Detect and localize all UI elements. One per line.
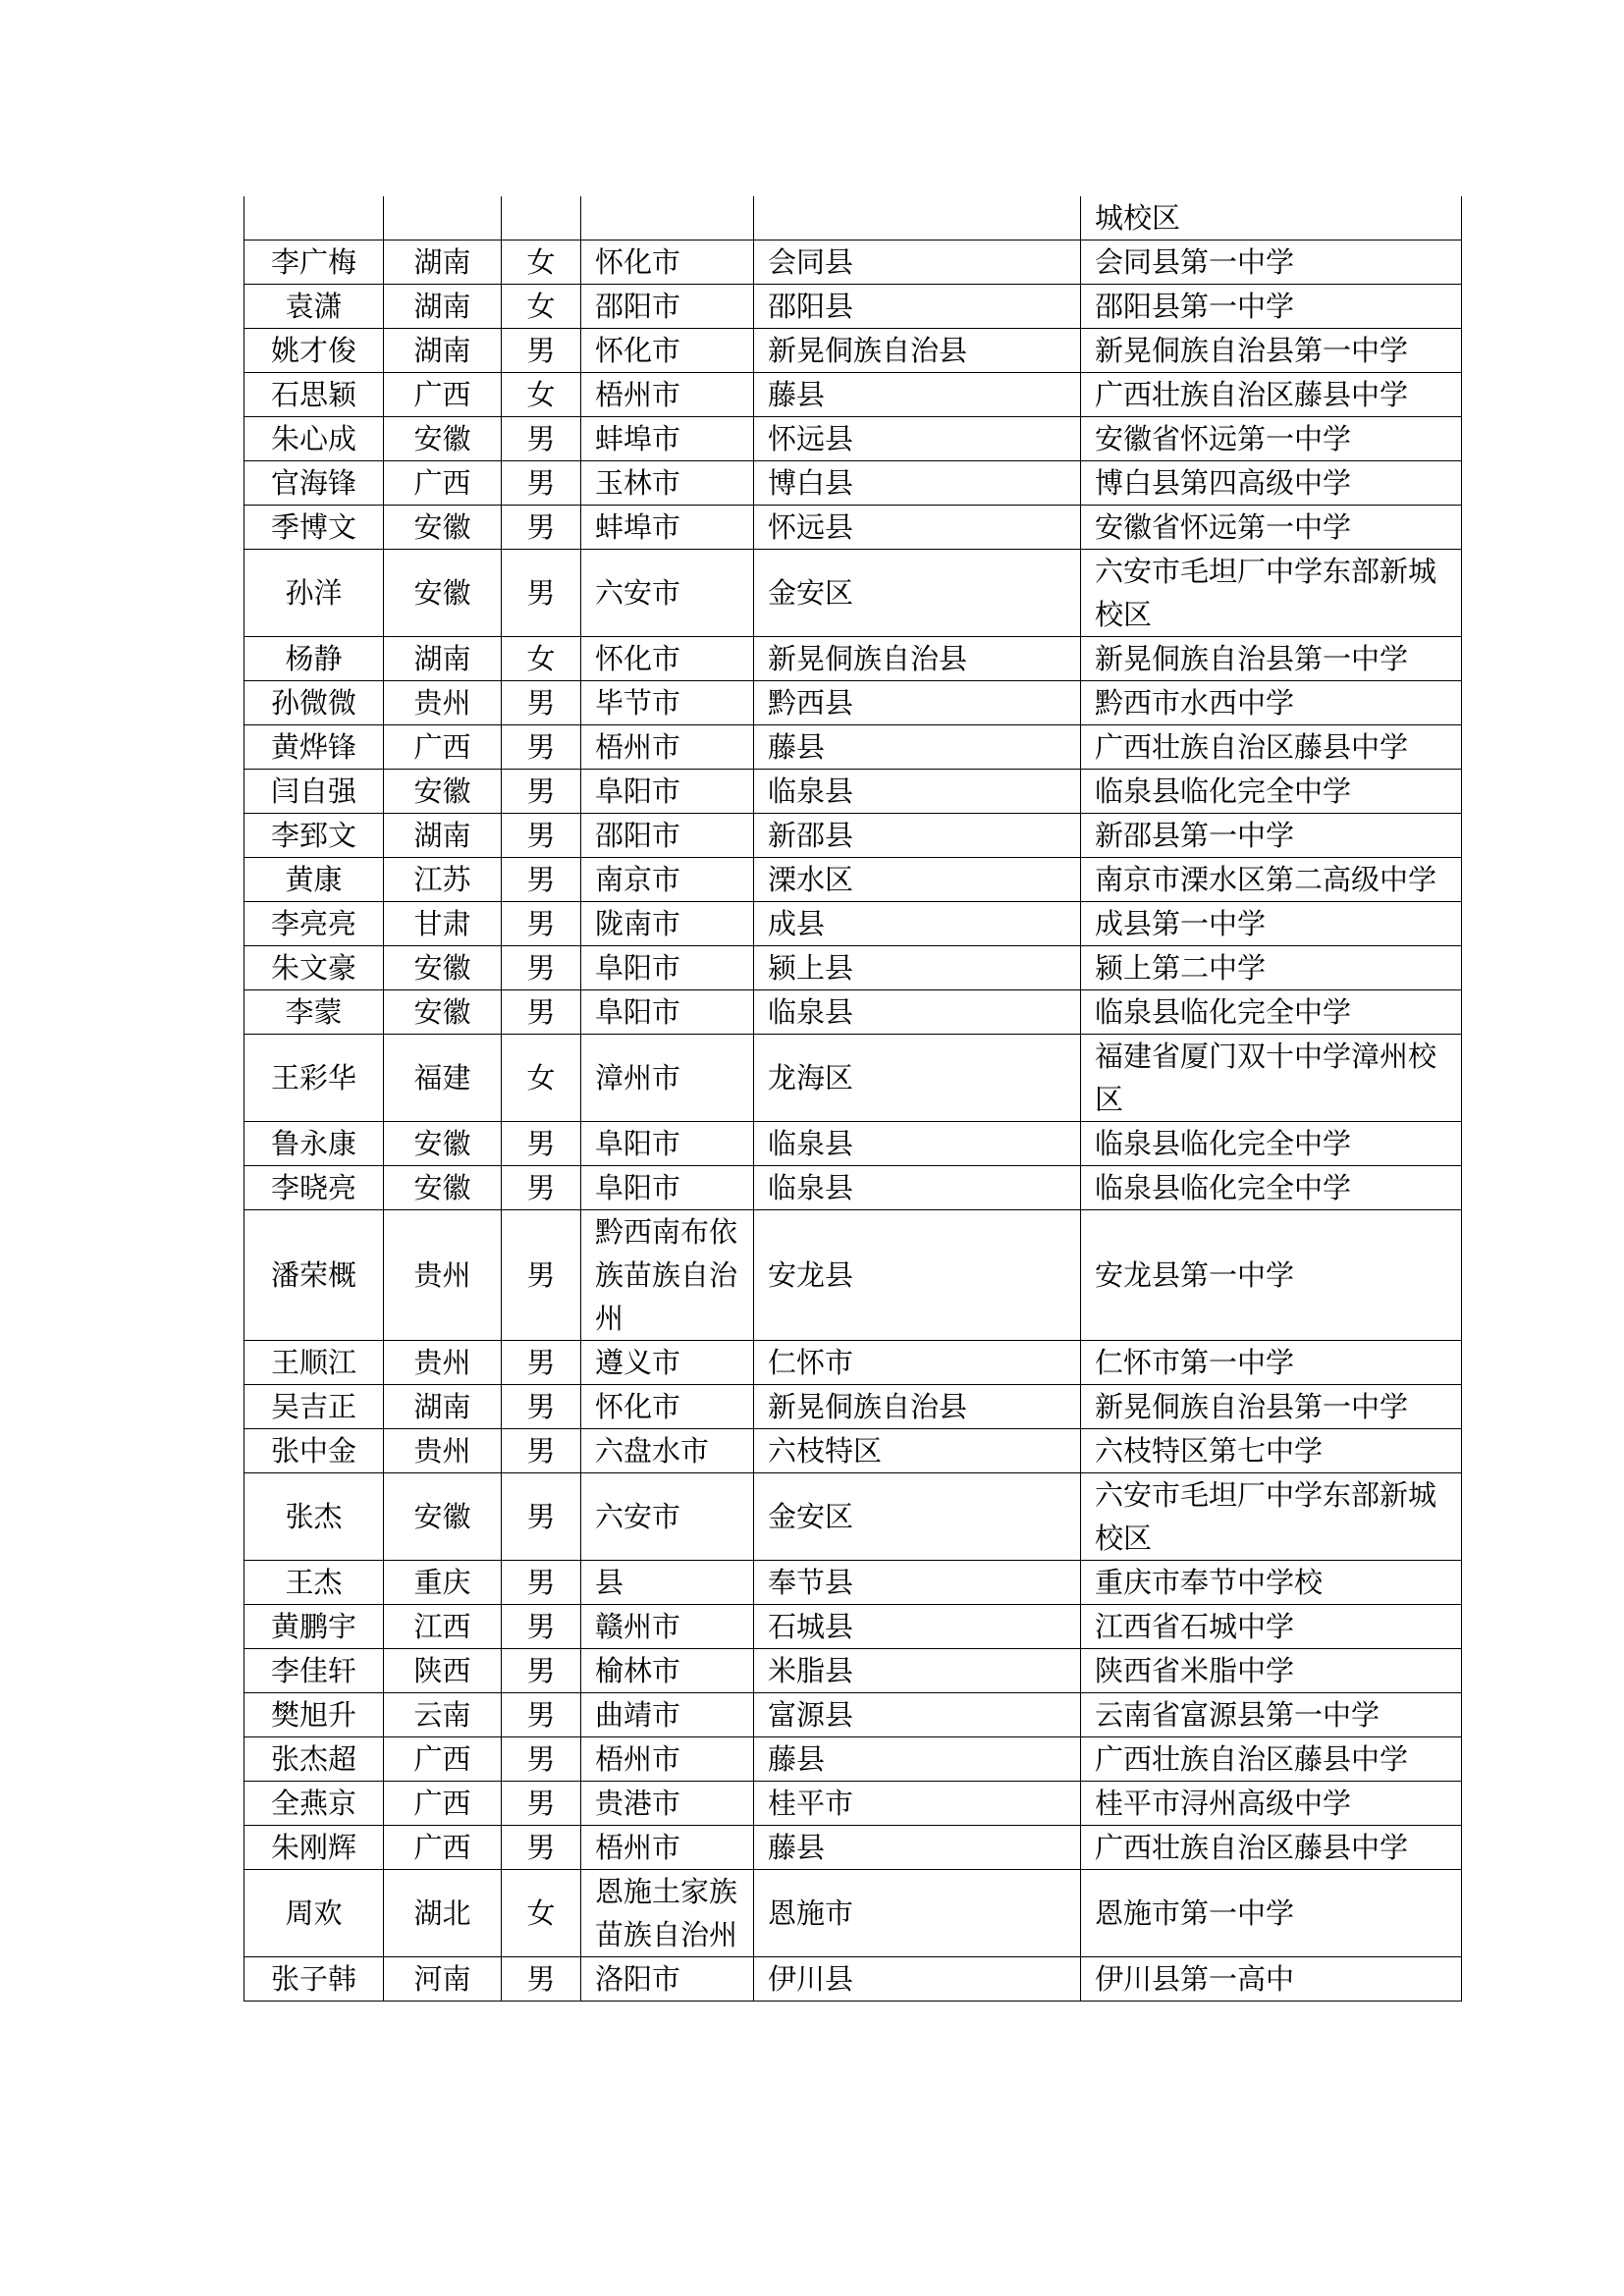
city-cell: 六安市 [581,550,754,637]
student-name-cell: 李蒙 [244,990,384,1035]
province-cell: 安徽 [384,506,502,550]
county-cell: 新晃侗族自治县 [754,1385,1081,1429]
student-roster-table [244,196,1462,2002]
table-row [244,240,1462,285]
gender-cell: 男 [502,461,581,506]
county-cell: 临泉县 [754,770,1081,814]
city-cell: 贵港市 [581,1782,754,1826]
student-name-cell: 潘荣概 [244,1210,384,1341]
province-cell: 广西 [384,1737,502,1782]
gender-cell: 男 [502,550,581,637]
gender-cell: 男 [502,770,581,814]
gender-cell: 男 [502,329,581,373]
province-cell: 重庆 [384,1561,502,1605]
table-row [244,550,1462,637]
city-cell: 南京市 [581,858,754,902]
province-cell: 贵州 [384,1210,502,1341]
school-cell: 广西壮族自治区藤县中学 [1081,1826,1462,1870]
city-cell: 县 [581,1561,754,1605]
county-cell: 藤县 [754,725,1081,770]
table-row [244,1737,1462,1782]
student-name-cell: 李广梅 [244,240,384,285]
school-cell: 陕西省米脂中学 [1081,1649,1462,1693]
city-cell: 梧州市 [581,373,754,417]
school-cell: 广西壮族自治区藤县中学 [1081,725,1462,770]
school-cell: 福建省厦门双十中学漳州校区 [1081,1035,1462,1122]
gender-cell: 男 [502,1561,581,1605]
student-name-cell: 朱刚辉 [244,1826,384,1870]
province-cell: 云南 [384,1693,502,1737]
province-cell: 河南 [384,1957,502,2002]
county-cell: 金安区 [754,1473,1081,1561]
province-cell: 贵州 [384,681,502,725]
county-cell: 颍上县 [754,946,1081,990]
student-name-cell: 石思颖 [244,373,384,417]
province-cell: 贵州 [384,1429,502,1473]
student-name-cell: 李佳轩 [244,1649,384,1693]
gender-cell: 男 [502,1605,581,1649]
gender-cell: 女 [502,240,581,285]
gender-cell: 男 [502,1782,581,1826]
city-cell: 怀化市 [581,1385,754,1429]
student-name-cell: 袁潇 [244,285,384,329]
county-cell: 富源县 [754,1693,1081,1737]
school-cell: 颍上第二中学 [1081,946,1462,990]
gender-cell: 男 [502,1385,581,1429]
city-cell: 怀化市 [581,329,754,373]
school-cell: 伊川县第一高中 [1081,1957,1462,2002]
gender-cell: 男 [502,1122,581,1166]
gender-cell: 男 [502,417,581,461]
student-name-cell: 王彩华 [244,1035,384,1122]
table-row [244,196,1462,240]
table-row [244,946,1462,990]
city-cell: 梧州市 [581,1737,754,1782]
gender-cell: 男 [502,902,581,946]
city-cell: 陇南市 [581,902,754,946]
student-name-cell: 孙微微 [244,681,384,725]
county-cell: 米脂县 [754,1649,1081,1693]
province-cell: 江苏 [384,858,502,902]
city-cell: 阜阳市 [581,1122,754,1166]
student-name-cell: 周欢 [244,1870,384,1957]
table-row [244,1429,1462,1473]
student-name-cell: 朱心成 [244,417,384,461]
table-row [244,1035,1462,1122]
school-cell: 重庆市奉节中学校 [1081,1561,1462,1605]
table-row [244,1605,1462,1649]
student-name-cell: 李亮亮 [244,902,384,946]
school-cell: 安龙县第一中学 [1081,1210,1462,1341]
city-cell: 阜阳市 [581,946,754,990]
school-cell: 博白县第四高级中学 [1081,461,1462,506]
province-cell: 湖南 [384,285,502,329]
school-cell: 临泉县临化完全中学 [1081,770,1462,814]
city-cell: 怀化市 [581,240,754,285]
county-cell: 新晃侗族自治县 [754,329,1081,373]
table-row [244,1166,1462,1210]
county-cell: 邵阳县 [754,285,1081,329]
table-row [244,1473,1462,1561]
student-name-cell: 闫自强 [244,770,384,814]
table-row [244,637,1462,681]
school-cell: 广西壮族自治区藤县中学 [1081,1737,1462,1782]
county-cell [754,196,1081,240]
city-cell: 黔西南布依族苗族自治州 [581,1210,754,1341]
school-cell: 六安市毛坦厂中学东部新城校区 [1081,550,1462,637]
student-name-cell: 鲁永康 [244,1122,384,1166]
county-cell: 伊川县 [754,1957,1081,2002]
student-name-cell: 张杰 [244,1473,384,1561]
gender-cell: 女 [502,285,581,329]
student-name-cell: 张杰超 [244,1737,384,1782]
table-row [244,1122,1462,1166]
county-cell: 新晃侗族自治县 [754,637,1081,681]
city-cell: 阜阳市 [581,990,754,1035]
student-name-cell: 吴吉正 [244,1385,384,1429]
county-cell: 溧水区 [754,858,1081,902]
table-row [244,461,1462,506]
county-cell: 仁怀市 [754,1341,1081,1385]
county-cell: 藤县 [754,373,1081,417]
gender-cell: 男 [502,1210,581,1341]
school-cell: 江西省石城中学 [1081,1605,1462,1649]
roster-body [244,196,1462,2002]
gender-cell: 男 [502,946,581,990]
gender-cell: 男 [502,814,581,858]
table-row [244,373,1462,417]
student-name-cell: 张中金 [244,1429,384,1473]
student-name-cell: 李郅文 [244,814,384,858]
table-row [244,285,1462,329]
province-cell: 安徽 [384,770,502,814]
province-cell: 甘肃 [384,902,502,946]
table-row [244,814,1462,858]
gender-cell: 男 [502,858,581,902]
school-cell: 城校区 [1081,196,1462,240]
student-name-cell: 孙洋 [244,550,384,637]
gender-cell [502,196,581,240]
student-name-cell: 杨静 [244,637,384,681]
gender-cell: 男 [502,1429,581,1473]
school-cell: 新邵县第一中学 [1081,814,1462,858]
city-cell: 榆林市 [581,1649,754,1693]
gender-cell: 男 [502,1957,581,2002]
student-name-cell: 全燕京 [244,1782,384,1826]
province-cell: 广西 [384,725,502,770]
table-row [244,1693,1462,1737]
school-cell: 新晃侗族自治县第一中学 [1081,1385,1462,1429]
city-cell: 蚌埠市 [581,417,754,461]
county-cell: 龙海区 [754,1035,1081,1122]
county-cell: 藤县 [754,1737,1081,1782]
table-row [244,1782,1462,1826]
city-cell: 蚌埠市 [581,506,754,550]
city-cell: 六安市 [581,1473,754,1561]
county-cell: 恩施市 [754,1870,1081,1957]
county-cell: 怀远县 [754,506,1081,550]
table-row [244,1870,1462,1957]
county-cell: 桂平市 [754,1782,1081,1826]
province-cell: 湖北 [384,1870,502,1957]
county-cell: 临泉县 [754,990,1081,1035]
city-cell: 阜阳市 [581,770,754,814]
province-cell: 贵州 [384,1341,502,1385]
student-name-cell: 张子韩 [244,1957,384,2002]
gender-cell: 男 [502,1649,581,1693]
school-cell: 恩施市第一中学 [1081,1870,1462,1957]
city-cell: 邵阳市 [581,285,754,329]
school-cell: 安徽省怀远第一中学 [1081,417,1462,461]
table-row [244,1561,1462,1605]
city-cell: 赣州市 [581,1605,754,1649]
city-cell: 漳州市 [581,1035,754,1122]
gender-cell: 男 [502,990,581,1035]
city-cell: 梧州市 [581,725,754,770]
student-name-cell: 黄鹏宇 [244,1605,384,1649]
school-cell: 南京市溧水区第二高级中学 [1081,858,1462,902]
province-cell: 安徽 [384,1166,502,1210]
gender-cell: 男 [502,1693,581,1737]
student-name-cell [244,196,384,240]
city-cell: 怀化市 [581,637,754,681]
school-cell: 安徽省怀远第一中学 [1081,506,1462,550]
city-cell: 毕节市 [581,681,754,725]
city-cell: 曲靖市 [581,1693,754,1737]
county-cell: 博白县 [754,461,1081,506]
city-cell: 恩施土家族苗族自治州 [581,1870,754,1957]
province-cell: 福建 [384,1035,502,1122]
student-name-cell: 王顺江 [244,1341,384,1385]
county-cell: 怀远县 [754,417,1081,461]
gender-cell: 男 [502,725,581,770]
county-cell: 成县 [754,902,1081,946]
table-row [244,1649,1462,1693]
county-cell: 新邵县 [754,814,1081,858]
county-cell: 会同县 [754,240,1081,285]
province-cell [384,196,502,240]
table-row [244,725,1462,770]
province-cell: 湖南 [384,329,502,373]
school-cell: 黔西市水西中学 [1081,681,1462,725]
table-row [244,1210,1462,1341]
gender-cell: 男 [502,506,581,550]
gender-cell: 男 [502,1737,581,1782]
gender-cell: 男 [502,1826,581,1870]
province-cell: 安徽 [384,417,502,461]
province-cell: 陕西 [384,1649,502,1693]
city-cell: 遵义市 [581,1341,754,1385]
gender-cell: 女 [502,1035,581,1122]
city-cell: 邵阳市 [581,814,754,858]
city-cell [581,196,754,240]
school-cell: 成县第一中学 [1081,902,1462,946]
student-name-cell: 朱文豪 [244,946,384,990]
city-cell: 阜阳市 [581,1166,754,1210]
gender-cell: 男 [502,1473,581,1561]
city-cell: 六盘水市 [581,1429,754,1473]
school-cell: 临泉县临化完全中学 [1081,1122,1462,1166]
county-cell: 临泉县 [754,1122,1081,1166]
school-cell: 邵阳县第一中学 [1081,285,1462,329]
table-row [244,1826,1462,1870]
table-row [244,990,1462,1035]
province-cell: 广西 [384,1826,502,1870]
table-row [244,1341,1462,1385]
school-cell: 六安市毛坦厂中学东部新城校区 [1081,1473,1462,1561]
school-cell: 新晃侗族自治县第一中学 [1081,329,1462,373]
student-name-cell: 王杰 [244,1561,384,1605]
city-cell: 玉林市 [581,461,754,506]
school-cell: 临泉县临化完全中学 [1081,1166,1462,1210]
province-cell: 安徽 [384,1473,502,1561]
province-cell: 广西 [384,1782,502,1826]
table-row [244,902,1462,946]
school-cell: 广西壮族自治区藤县中学 [1081,373,1462,417]
table-row [244,1385,1462,1429]
city-cell: 洛阳市 [581,1957,754,2002]
table-row [244,770,1462,814]
county-cell: 临泉县 [754,1166,1081,1210]
province-cell: 安徽 [384,550,502,637]
county-cell: 石城县 [754,1605,1081,1649]
province-cell: 湖南 [384,1385,502,1429]
student-name-cell: 黄烨锋 [244,725,384,770]
table-row [244,417,1462,461]
province-cell: 安徽 [384,946,502,990]
province-cell: 江西 [384,1605,502,1649]
gender-cell: 女 [502,637,581,681]
student-name-cell: 官海锋 [244,461,384,506]
county-cell: 金安区 [754,550,1081,637]
province-cell: 安徽 [384,990,502,1035]
gender-cell: 女 [502,1870,581,1957]
city-cell: 梧州市 [581,1826,754,1870]
gender-cell: 男 [502,1166,581,1210]
province-cell: 湖南 [384,814,502,858]
province-cell: 广西 [384,373,502,417]
school-cell: 临泉县临化完全中学 [1081,990,1462,1035]
county-cell: 奉节县 [754,1561,1081,1605]
province-cell: 湖南 [384,240,502,285]
gender-cell: 女 [502,373,581,417]
county-cell: 藤县 [754,1826,1081,1870]
table-row [244,858,1462,902]
school-cell: 仁怀市第一中学 [1081,1341,1462,1385]
gender-cell: 男 [502,681,581,725]
table-row [244,681,1462,725]
school-cell: 六枝特区第七中学 [1081,1429,1462,1473]
school-cell: 会同县第一中学 [1081,240,1462,285]
county-cell: 六枝特区 [754,1429,1081,1473]
province-cell: 安徽 [384,1122,502,1166]
table-row [244,329,1462,373]
province-cell: 广西 [384,461,502,506]
student-name-cell: 樊旭升 [244,1693,384,1737]
school-cell: 桂平市浔州高级中学 [1081,1782,1462,1826]
school-cell: 新晃侗族自治县第一中学 [1081,637,1462,681]
county-cell: 黔西县 [754,681,1081,725]
student-name-cell: 黄康 [244,858,384,902]
province-cell: 湖南 [384,637,502,681]
student-name-cell: 李晓亮 [244,1166,384,1210]
table-row [244,1957,1462,2002]
gender-cell: 男 [502,1341,581,1385]
school-cell: 云南省富源县第一中学 [1081,1693,1462,1737]
student-name-cell: 季博文 [244,506,384,550]
table-row [244,506,1462,550]
county-cell: 安龙县 [754,1210,1081,1341]
student-name-cell: 姚才俊 [244,329,384,373]
